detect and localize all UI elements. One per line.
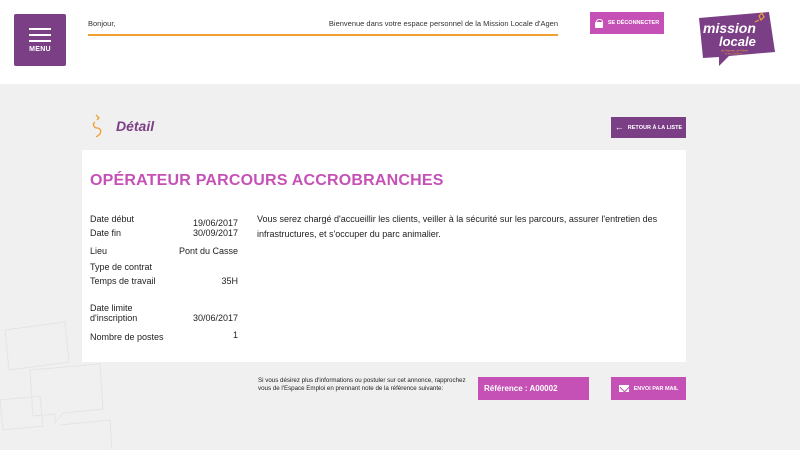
- job-title: OPÉRATEUR PARCOURS ACCROBRANCHES: [90, 172, 444, 189]
- menu-icon: [29, 28, 51, 46]
- job-description: Vous serez chargé d'accueillir les clients, veiller à la sécurité sur les parcours, assurer l'entretien des infrastructures, et s'occuper du parc animalier.: [257, 214, 658, 239]
- welcome-text: Bienvenue dans votre espace personnel de la Mission Locale d'Agen: [328, 19, 558, 28]
- send-by-mail-button[interactable]: [611, 377, 686, 400]
- logo-tagline2: et du Confluent: [725, 52, 743, 56]
- field-label: Type de contrat: [90, 262, 153, 272]
- field-value: Pont du Casse: [178, 246, 238, 256]
- field-value: 30/06/2017: [192, 313, 238, 323]
- contact-info-text: Si vous désirez plus d'informations ou postuler sur cet annonce, rapprochez vous de l'Espace Emploi en prennant note de la référence suivante:: [258, 377, 466, 392]
- field-label: Date fin: [90, 228, 122, 238]
- greeting-bar: [88, 18, 558, 36]
- field-date-limite: [90, 303, 238, 323]
- logout-label: SE DÉCONNECTER: [607, 20, 660, 26]
- field-value: 35H: [221, 276, 238, 286]
- detail-heading: [90, 114, 154, 138]
- greeting-text: Bonjour,: [88, 19, 116, 28]
- reference-badge: Référence : A00002: [478, 377, 589, 400]
- menu-button[interactable]: [14, 14, 66, 66]
- lock-icon: [595, 19, 603, 28]
- detail-person-icon: [90, 114, 106, 138]
- field-nombre-postes: [90, 332, 238, 343]
- field-type-contrat: [90, 262, 238, 273]
- field-date-fin: [90, 228, 238, 239]
- arrow-left-icon: ←: [614, 122, 624, 132]
- mission-locale-logo[interactable]: [697, 12, 777, 66]
- back-to-list-button[interactable]: [611, 117, 686, 138]
- field-value: 19/06/2017: [192, 218, 238, 228]
- logout-button[interactable]: [590, 12, 664, 34]
- mail-icon: [619, 385, 629, 392]
- back-label: RETOUR À LA LISTE: [627, 124, 683, 131]
- job-detail-card: [82, 150, 686, 362]
- logo-tagline1: de l'Agenais, de l'Albret: [721, 49, 748, 53]
- field-temps-travail: [90, 276, 238, 287]
- field-label: Nombre de postes: [90, 332, 164, 342]
- field-value: 30/09/2017: [192, 228, 238, 238]
- header: [0, 0, 800, 84]
- logo-line1: mission: [703, 20, 756, 36]
- field-label: Temps de travail: [90, 276, 156, 286]
- field-lieu: [90, 246, 238, 257]
- detail-title: Détail: [116, 118, 155, 134]
- field-label: Date début: [90, 214, 135, 224]
- field-date-debut: [90, 214, 238, 228]
- menu-label: MENU: [29, 46, 51, 53]
- mail-label: ENVOI PAR MAIL: [633, 385, 679, 392]
- field-value: 1: [232, 330, 238, 340]
- field-label: Lieu: [90, 246, 108, 256]
- field-label: Date limite d'inscription: [90, 303, 138, 323]
- logo-line2: locale: [719, 34, 756, 49]
